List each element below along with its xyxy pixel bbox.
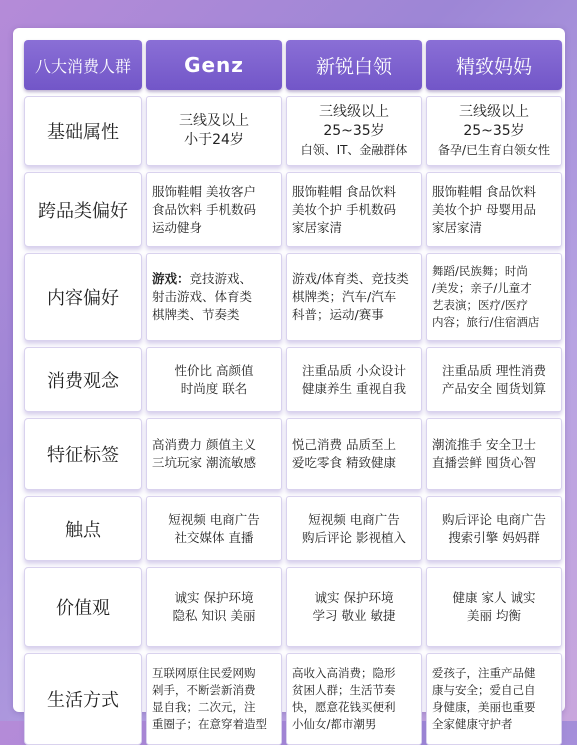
cell-line: 三线级以上	[459, 103, 529, 120]
cell-line: 棋牌类；汽车/汽车	[292, 289, 397, 304]
cell-line: 注重品质 理性消费	[442, 362, 546, 378]
cell-line: 健康养生 重视自我	[302, 380, 406, 396]
cell-line: 高收入高消费；隐形	[292, 666, 396, 680]
cell-line: 服饰鞋帽 食品饮料	[292, 183, 396, 199]
cell-line: 注重品质 小众设计	[302, 362, 406, 378]
row-label-basic-attributes: 基础属性	[24, 96, 142, 166]
cell-line: 产品安全 囤货划算	[442, 380, 546, 396]
cell-line: 美妆个护 手机数码	[292, 201, 396, 217]
cell-values-white-collar	[286, 567, 422, 647]
cell-line: 购后评论 电商广告	[442, 511, 546, 527]
cell-line: 25~35岁	[323, 122, 385, 139]
cell-line: 爱吃零食 精致健康	[292, 455, 396, 470]
cell-line: 射击游戏、体育类	[152, 289, 253, 304]
cell-consumption-mom	[426, 347, 562, 412]
cell-line: 学习 敬业 敏捷	[312, 608, 396, 623]
cell-life-genz	[146, 653, 282, 745]
cell-line: 身健康，美丽也重要	[432, 700, 536, 714]
cell-line: 小仙女/都市潮男	[292, 717, 377, 731]
cell-line: 互联网原住民爱网购	[152, 666, 256, 680]
cell-line: /美发；亲子/儿童才	[432, 281, 532, 295]
row-label-touchpoints: 触点	[24, 496, 142, 561]
cell-line: 三坑玩家 潮流敏感	[152, 455, 256, 470]
cell-line: 贫困人群；生活节奏	[292, 683, 396, 697]
cell-line: 健康 家人 诚实	[452, 590, 536, 605]
cell-content-genz	[146, 253, 282, 341]
cell-line: 短视频 电商广告	[168, 511, 260, 527]
cell-line: 时尚度 联名	[180, 380, 248, 396]
cell-line: 服饰鞋帽 食品饮料	[432, 183, 536, 199]
cell-cross-genz	[146, 172, 282, 247]
cell-line: 社交媒体 直播	[174, 529, 254, 545]
cell-life-mom	[426, 653, 562, 745]
row-label-feature-tags: 特征标签	[24, 418, 142, 490]
cell-touch-white-collar	[286, 496, 422, 561]
cell-cross-white-collar	[286, 172, 422, 247]
row-label-content-preference: 内容偏好	[24, 253, 142, 341]
cell-basic-genz	[146, 96, 282, 166]
header-new-white-collar: 新锐白领	[286, 40, 422, 90]
cell-line	[152, 270, 252, 288]
cell-line: 备孕/已生育白领女性	[437, 142, 551, 157]
cell-line: 科普；运动/赛事	[292, 307, 384, 322]
cell-line: 白领、IT、金融群体	[300, 142, 408, 157]
cell-line: 搜索引擎 妈妈群	[448, 529, 540, 545]
cell-tags-white-collar	[286, 418, 422, 490]
header-genz: Genz	[146, 40, 282, 90]
cell-tags-mom	[426, 418, 562, 490]
cell-content-white-collar	[286, 253, 422, 341]
cell-line: 剁手，不断尝新消费	[152, 683, 256, 697]
cell-line: 高消费力 颜值主义	[152, 437, 256, 452]
cell-consumption-white-collar	[286, 347, 422, 412]
row-label-cross-category: 跨品类偏好	[24, 172, 142, 247]
cell-line: 直播尝鲜 囤货心智	[432, 455, 536, 470]
cell-content-mom	[426, 253, 562, 341]
cell-line: 运动健身	[152, 219, 203, 235]
cell-text: 竞技游戏、	[189, 271, 253, 286]
cell-line: 舞蹈/民族舞；时尚	[432, 264, 528, 278]
cell-line: 诚实 保护环境	[174, 590, 254, 605]
cell-values-mom	[426, 567, 562, 647]
cell-line: 隐私 知识 美丽	[172, 608, 256, 623]
cell-line: 诚实 保护环境	[314, 590, 394, 605]
cell-line: 爱孩子，注重产品健	[432, 666, 536, 680]
cell-touch-mom	[426, 496, 562, 561]
cell-consumption-genz	[146, 347, 282, 412]
cell-line: 全家健康守护者	[432, 717, 513, 731]
header-refined-mom: 精致妈妈	[426, 40, 562, 90]
cell-tags-genz	[146, 418, 282, 490]
cell-basic-mom	[426, 96, 562, 166]
header-corner: 八大消费人群	[24, 40, 142, 90]
cell-line: 悦己消费 品质至上	[292, 437, 396, 452]
cell-basic-white-collar	[286, 96, 422, 166]
cell-line: 服饰鞋帽 美妆客户	[152, 183, 256, 199]
cell-line: 内容；旅行/住宿酒店	[432, 315, 540, 329]
cell-line: 游戏/体育类、竞技类	[292, 271, 409, 286]
cell-line: 潮流推手 安全卫士	[432, 437, 536, 452]
row-label-consumption-view: 消费观念	[24, 347, 142, 412]
cell-line: 家居家清	[292, 219, 343, 235]
cell-line: 三线级以上	[319, 103, 389, 120]
cell-line: 美妆个护 母婴用品	[432, 201, 536, 217]
cell-line: 性价比 高颜值	[174, 362, 254, 378]
cell-line: 康与安全；爱自己自	[432, 683, 536, 697]
cell-touch-genz	[146, 496, 282, 561]
cell-prefix: 游戏：	[152, 271, 190, 286]
cell-values-genz	[146, 567, 282, 647]
cell-cross-mom	[426, 172, 562, 247]
cell-line: 棋牌类、节奏类	[152, 307, 240, 322]
cell-line: 购后评论 影视植入	[302, 529, 406, 545]
cell-line: 美丽 均衡	[467, 608, 521, 623]
cell-life-white-collar	[286, 653, 422, 745]
cell-line: 食品饮料 手机数码	[152, 201, 256, 217]
cell-line: 艺表演；医疗/医疗	[432, 298, 528, 312]
cell-line: 家居家清	[432, 219, 483, 235]
cell-line: 显自我；二次元，注	[152, 700, 256, 714]
row-label-lifestyle: 生活方式	[24, 653, 142, 745]
cell-line: 25~35岁	[463, 122, 525, 139]
row-label-values: 价值观	[24, 567, 142, 647]
cell-line: 小于24岁	[184, 132, 244, 148]
cell-line: 重圈子；在意穿着造型	[152, 717, 267, 731]
cell-line: 三线及以上	[179, 113, 249, 129]
cell-line: 短视频 电商广告	[308, 511, 400, 527]
cell-line: 快，愿意花钱买便利	[292, 700, 396, 714]
consumer-groups-table	[24, 40, 554, 745]
